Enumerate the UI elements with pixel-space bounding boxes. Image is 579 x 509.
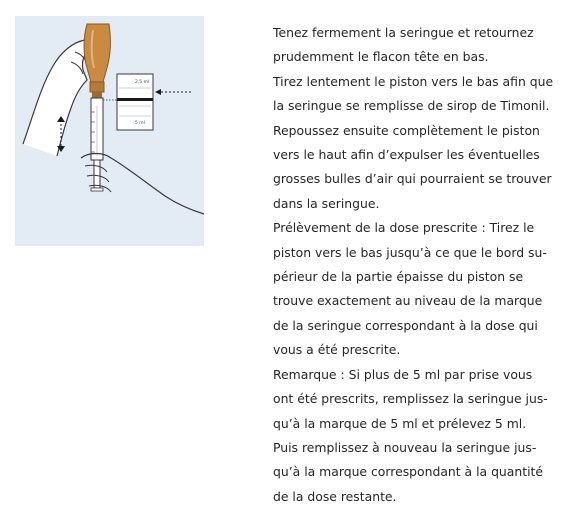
instruction-line: Tenez fermement la seringue et retournez: [273, 25, 534, 40]
pointer-arrow-icon: [155, 89, 161, 95]
instruction-line: de la dose restante.: [273, 488, 397, 504]
instruction-line: de la seringue correspondant à la dose qui: [273, 317, 538, 333]
scale-label-5ml: 5 ml: [135, 121, 145, 126]
instruction-line: dans la seringue.: [273, 195, 380, 211]
instruction-line: qu’à la marque correspondant à la quantité: [273, 464, 544, 480]
plunger-flange: [91, 188, 103, 191]
instructions-text: [273, 21, 573, 509]
instruction-line: prudemment le flacon tête en bas.: [273, 49, 489, 65]
scale-marker-bar: [117, 98, 153, 101]
instruction-line: ont été prescrits, remplissez la seringue jus-: [273, 391, 548, 407]
instruction-line: piston vers le bas jusqu’à ce que le bord su-: [273, 244, 547, 260]
instruction-line: Tirez lentement le piston vers le bas afin que: [273, 73, 554, 89]
instruction-line: périeur de la partie épaisse du piston se: [273, 269, 524, 285]
syringe-plunger: [94, 160, 100, 188]
instruction-line: trouve exactement au niveau de la marque: [273, 293, 543, 309]
syringe-illustration: [15, 16, 204, 246]
bottle-neck: [92, 92, 102, 98]
scale-label-2-5ml: 2,5 ml: [135, 80, 150, 85]
instruction-line: vous a été prescrite.: [273, 342, 401, 358]
bottle-cap: [90, 82, 104, 92]
instruction-line: qu’à la marque de 5 ml et prélevez 5 ml.: [273, 415, 527, 431]
syringe-drawing: [15, 16, 204, 246]
instruction-line: vers le haut afin d’expulser les éventuelles: [273, 147, 540, 163]
bottle-body: [84, 24, 110, 82]
instruction-line: Repoussez ensuite complètement le piston: [273, 122, 540, 138]
left-hand-outline: [23, 40, 93, 156]
instruction-line: Remarque : Si plus de 5 ml par prise vous: [273, 366, 533, 382]
instruction-line: grosses bulles d’air qui pourraient se trouver: [273, 171, 552, 187]
instruction-line: la seringue se remplisse de sirop de Timonil.: [273, 98, 550, 114]
instruction-line: Prélèvement de la dose prescrite : Tirez le: [273, 220, 535, 236]
instruction-line: Puis remplissez à nouveau la seringue jus-: [273, 439, 537, 455]
